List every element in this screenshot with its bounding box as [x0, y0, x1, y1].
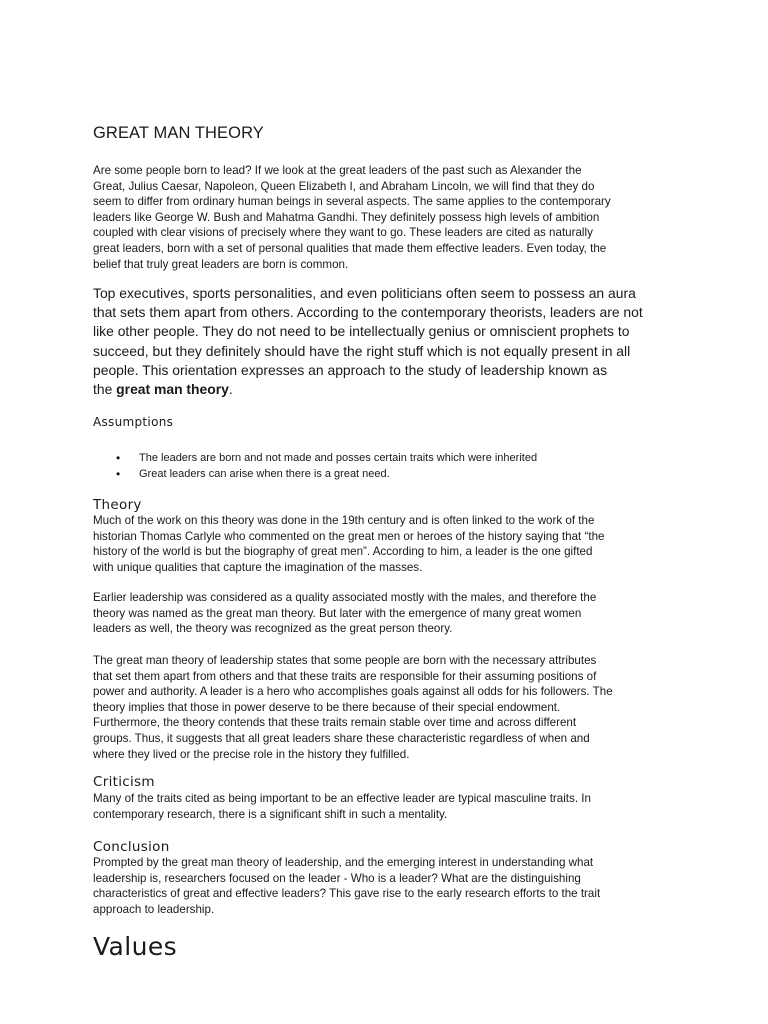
theory-p1-line: with unique qualities that capture the imagination of the masses.: [93, 560, 423, 574]
assumptions-list: [93, 450, 537, 482]
theory-p2-line: leaders as well, the theory was recognized as the great person theory.: [93, 622, 453, 636]
lead-paragraph: [93, 284, 643, 399]
lead-last-prefix: the: [93, 381, 117, 398]
conclusion-heading: Conclusion: [93, 839, 170, 855]
theory-p1-line: Much of the work on this theory was done in the 19th century and is often linked to the work of the: [93, 514, 595, 527]
conclusion-line: leadership is, researchers focused on the leader - Who is a leader? What are the distinguishing: [93, 871, 581, 885]
lead-line: that sets them apart from others. According to the contemporary theorists, leaders are not: [93, 304, 643, 321]
intro-line: seem to differ from ordinary human beings in several aspects. The same applies to the contemporary: [93, 195, 611, 209]
theory-p1-line: historian Thomas Carlyle who commented on the great men or heroes of the history saying that “the: [93, 529, 605, 543]
intro-line: Great, Julius Caesar, Napoleon, Queen Elizabeth I, and Abraham Lincoln, we will find that they do: [93, 179, 595, 193]
intro-paragraph: [93, 163, 611, 272]
theory-p3-line: power and authority. A leader is a hero who accomplishes goals against all odds for his followers. The: [93, 685, 613, 699]
assumptions-heading: Assumptions: [93, 415, 174, 429]
criticism-line: contemporary research, there is a significant shift in such a mentality.: [93, 807, 448, 821]
theory-p1-line: history of the world is but the biography of great men”. According to him, a leader is the one gifted: [93, 545, 593, 559]
lead-last-suffix: .: [228, 381, 233, 398]
theory-paragraph-2: [93, 590, 596, 637]
theory-p2-line: Earlier leadership was considered as a quality associated mostly with the males, and therefore the: [93, 591, 597, 604]
list-item: • The leaders are born and not made and posses certain traits which were inherited: [93, 450, 537, 466]
conclusion-line: approach to leadership.: [93, 902, 215, 916]
great-man-theory-term: great man theory: [116, 381, 229, 398]
intro-line: great leaders, born with a set of personal qualities that made them effective leaders. Even today, the: [93, 241, 607, 255]
lead-line: succeed, but they definitely should have the right stuff which is not equally present in all: [93, 342, 631, 359]
conclusion-line: Prompted by the great man theory of leadership, and the emerging interest in understanding what: [93, 856, 594, 869]
criticism-heading: Criticism: [93, 774, 155, 790]
theory-p3-line: theory implies that those in power deserve to be there because of their special endowment.: [93, 700, 561, 714]
theory-paragraph-3: [93, 653, 613, 762]
intro-line: belief that truly great leaders are born is common.: [93, 257, 349, 271]
intro-line: coupled with clear visions of precisely where they want to go. These leaders are cited as naturally: [93, 226, 593, 240]
values-heading: Values: [93, 932, 178, 961]
theory-p3-line: Furthermore, the theory contends that these traits remain stable over time and across different: [93, 716, 577, 730]
lead-line: people. This orientation expresses an approach to the study of leadership known as: [93, 361, 608, 378]
intro-line: Are some people born to lead? If we look at the great leaders of the past such as Alexander the: [93, 164, 582, 177]
theory-heading: Theory: [93, 497, 142, 513]
intro-line: leaders like George W. Bush and Mahatma Gandhi. They definitely possess high levels of ambition: [93, 210, 600, 224]
theory-p3-line: where they lived or the precise role in the history they fulfilled.: [93, 747, 410, 761]
theory-p2-line: theory was named as the great man theory. But later with the emergence of many great women: [93, 606, 582, 620]
lead-line: like other people. They do not need to be intellectually genius or omniscient prophets to: [93, 323, 630, 340]
list-item: • Great leaders can arise when there is a great need.: [93, 466, 537, 482]
conclusion-paragraph: [93, 855, 600, 917]
lead-last-line: [93, 380, 643, 399]
conclusion-line: characteristics of great and effective leaders? This gave rise to the early research efforts to the trait: [93, 887, 601, 901]
lead-line: Top executives, sports personalities, and even politicians often seem to possess an aura: [93, 285, 636, 301]
criticism-line: Many of the traits cited as being important to be an effective leader are typical masculine traits. In: [93, 792, 591, 805]
theory-p3-line: The great man theory of leadership states that some people are born with the necessary attributes: [93, 654, 597, 667]
page-title: GREAT MAN THEORY: [93, 124, 264, 142]
theory-p3-line: that set them apart from others and that these traits are responsible for their assuming positions of: [93, 669, 597, 683]
theory-paragraph-1: [93, 513, 604, 575]
criticism-paragraph: [93, 791, 591, 822]
theory-p3-line: groups. Thus, it suggests that all great leaders share these characteristic regardless of when and: [93, 731, 590, 745]
